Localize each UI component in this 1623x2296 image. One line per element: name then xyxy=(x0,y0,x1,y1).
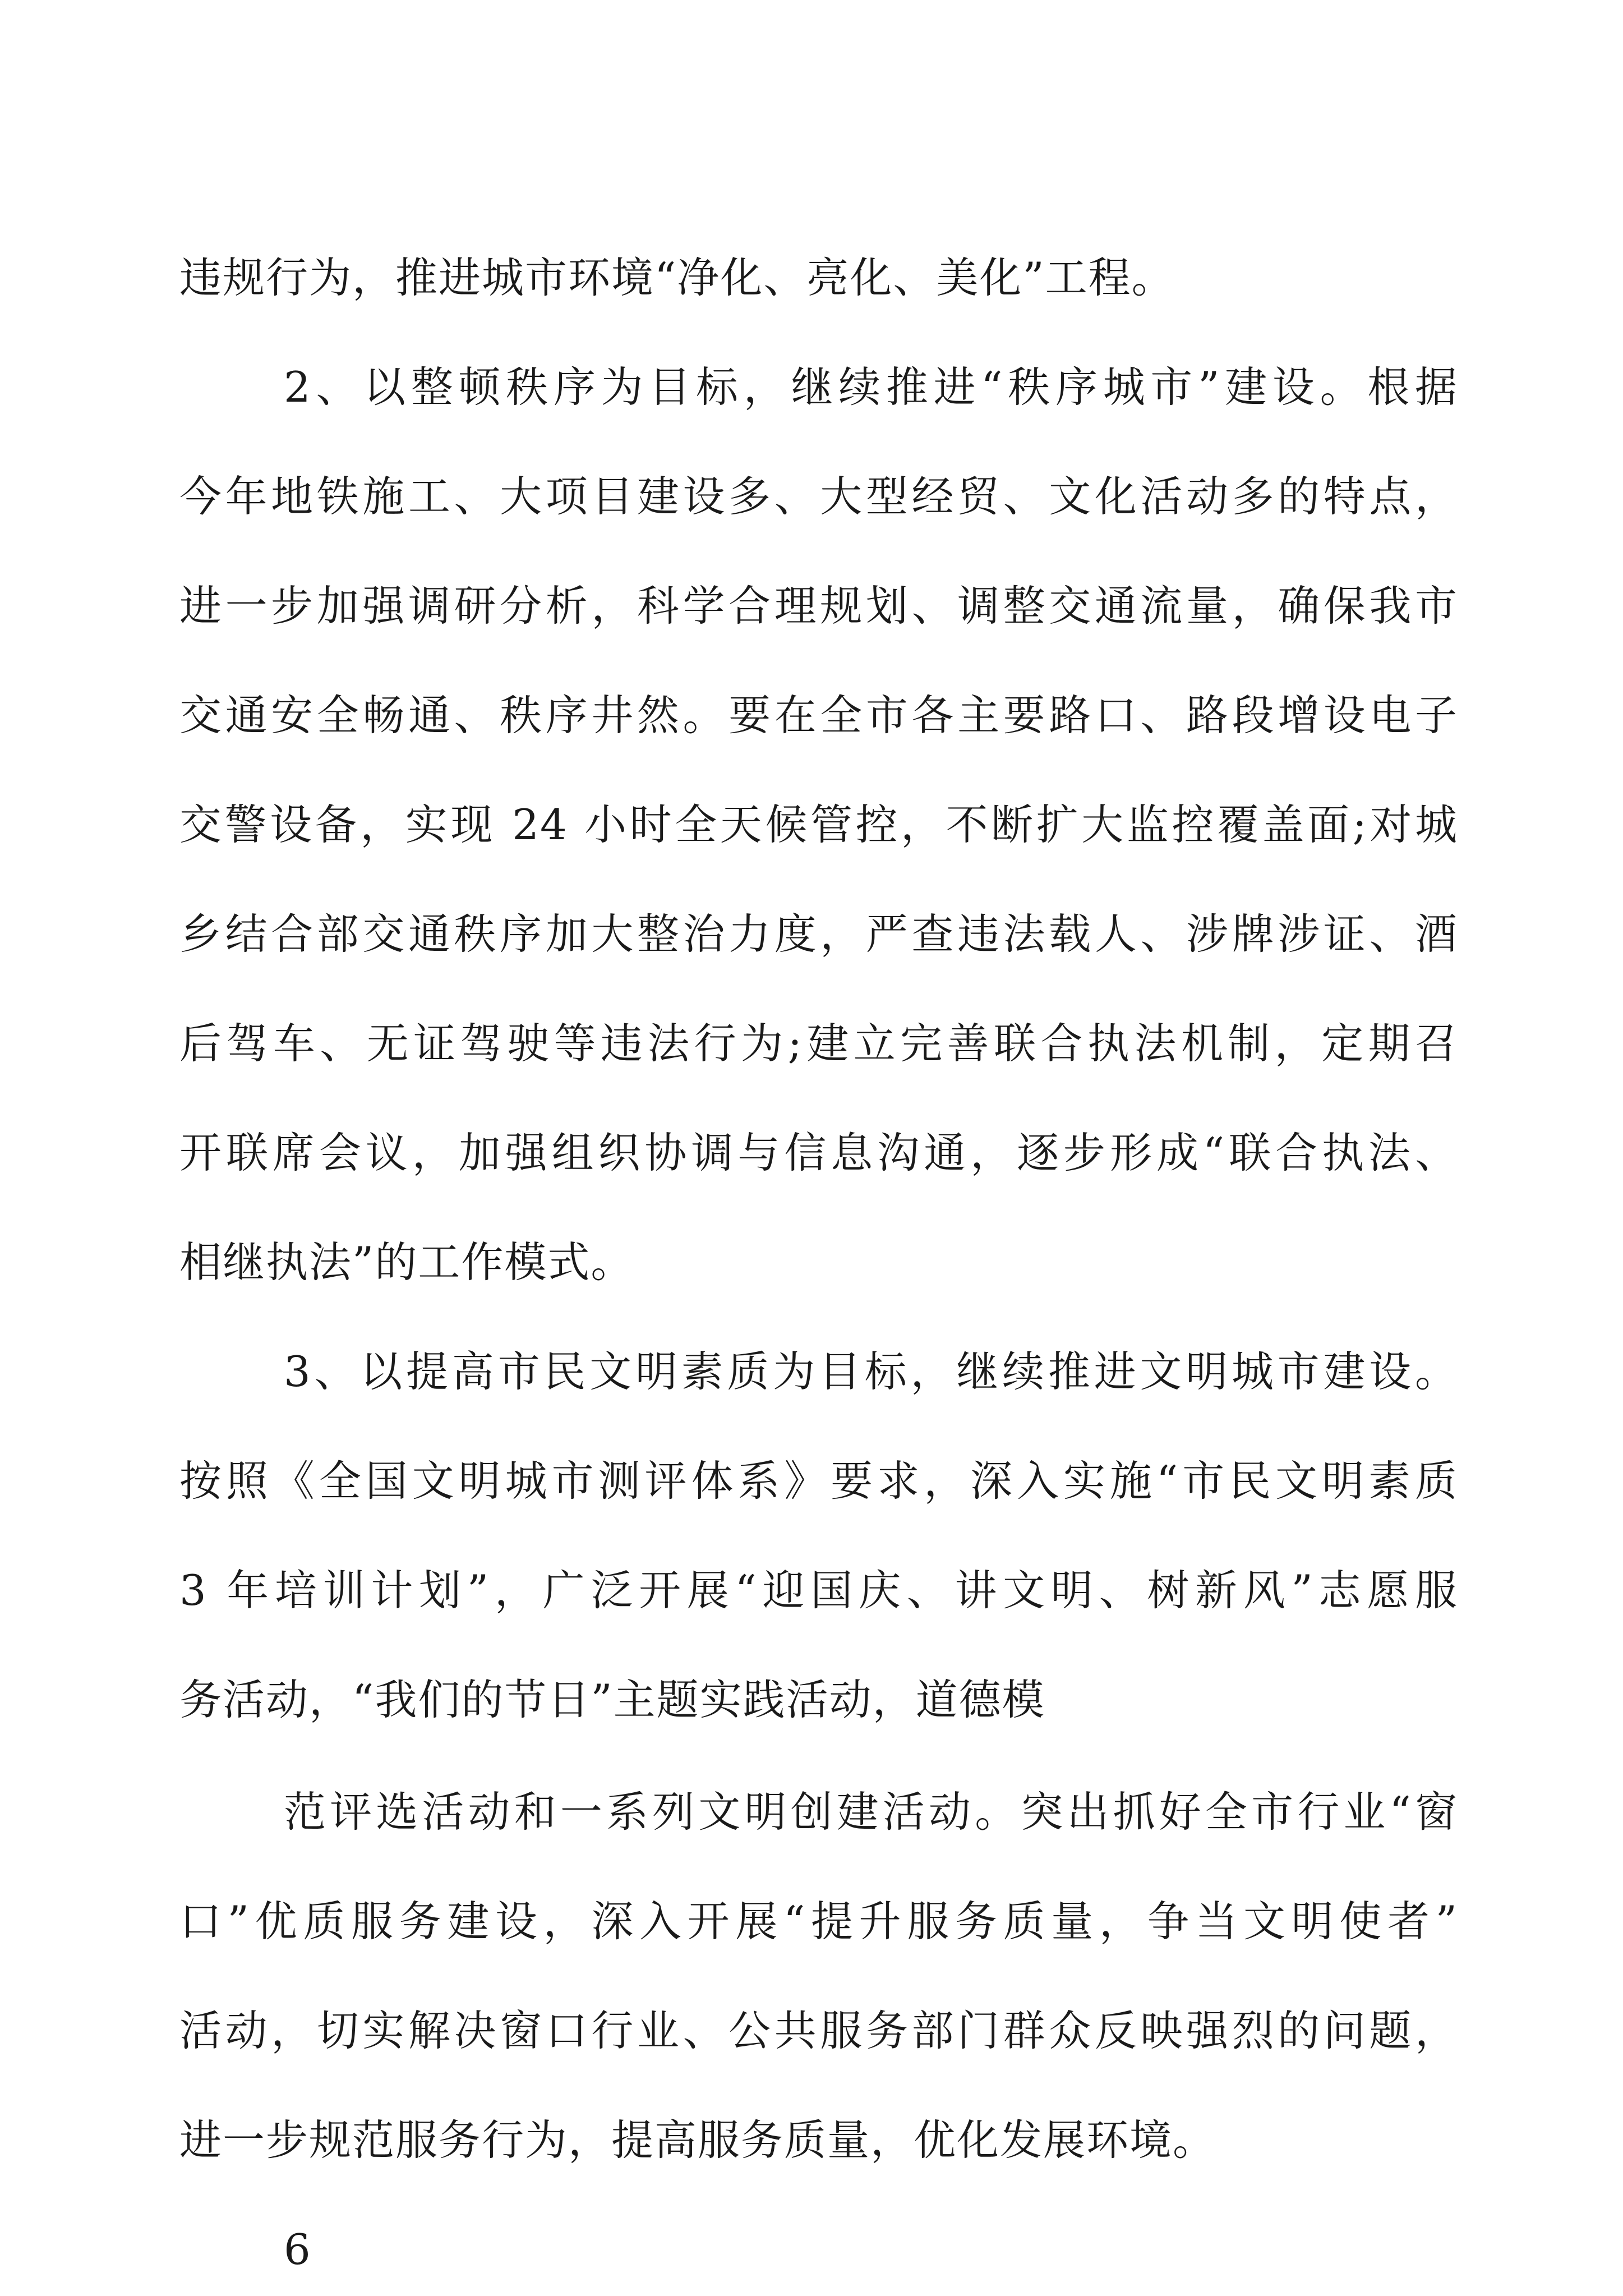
text-line: 按照《全国文明城市测评体系》要求，深入实施“市民文明素质 xyxy=(179,1456,1458,1506)
text-line: 活动，切实解决窗口行业、公共服务部门群众反映强烈的问题， xyxy=(179,2006,1458,2055)
text-line: 3、以提高市民文明素质为目标，继续推进文明城市建设。 xyxy=(284,1347,1458,1396)
text-line: 3 年培训计划”，广泛开展“迎国庆、讲文明、树新风”志愿服 xyxy=(179,1566,1458,1615)
text-line: 开联席会议，加强组织协调与信息沟通，逐步形成“联合执法、 xyxy=(179,1128,1458,1177)
text-line: 范评选活动和一系列文明创建活动。突出抓好全市行业“窗 xyxy=(284,1787,1458,1837)
text-line: 务活动，“我们的节日”主题实践活动，道德模 xyxy=(179,1675,1045,1724)
text-line: 今年地铁施工、大项目建设多、大型经贸、文化活动多的特点， xyxy=(179,472,1458,521)
page-number-text: 6 xyxy=(284,2225,312,2274)
text-line: 交通安全畅通、秩序井然。要在全市各主要路口、路段增设电子 xyxy=(179,691,1458,740)
text-line: 进一步规范服务行为，提高服务质量，优化发展环境。 xyxy=(179,2115,1216,2165)
text-line: 2、以整顿秩序为目标，继续推进“秩序城市”建设。根据 xyxy=(284,362,1458,412)
text-line: 进一步加强调研分析，科学合理规划、调整交通流量，确保我市 xyxy=(179,581,1458,631)
text-line: 相继执法”的工作模式。 xyxy=(179,1237,634,1287)
text-line: 违规行为，推进城市环境“净化、亮化、美化”工程。 xyxy=(179,253,1175,302)
text-line: 后驾车、无证驾驶等违法行为;建立完善联合执法机制，定期召 xyxy=(179,1019,1458,1068)
text-line: 乡结合部交通秩序加大整治力度，严查违法载人、涉牌涉证、酒 xyxy=(179,909,1458,959)
text-line: 口”优质服务建设，深入开展“提升服务质量，争当文明使者” xyxy=(179,1897,1458,1946)
text-line: 交警设备，实现 24 小时全天候管控，不断扩大监控覆盖面;对城 xyxy=(179,800,1458,849)
